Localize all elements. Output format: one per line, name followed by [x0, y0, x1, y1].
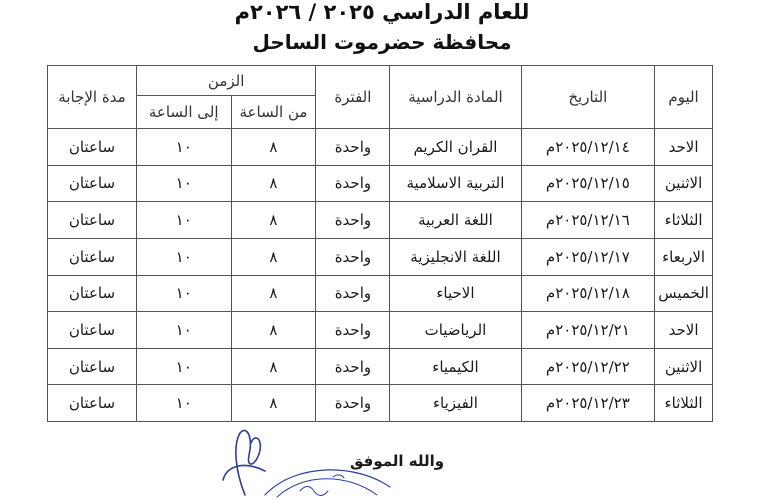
cell-duration: ساعتان: [48, 129, 137, 166]
table-row: [48, 312, 713, 349]
cell-day: الاثنين: [655, 348, 713, 385]
header-to: إلى الساعة: [136, 96, 231, 129]
cell-period: واحدة: [316, 312, 390, 349]
cell-period: واحدة: [316, 385, 390, 422]
table-header: [48, 66, 713, 129]
cell-subject: اللغة الانجليزية: [390, 238, 521, 275]
cell-day: الخميس: [655, 275, 713, 312]
cell-date: ٢٠٢٥/١٢/١٧م: [521, 238, 655, 275]
academic-year-title: للعام الدراسي ٢٠٢٥ / ٢٠٢٦م: [234, 0, 530, 24]
cell-date: ٢٠٢٥/١٢/٢١م: [521, 312, 655, 349]
cell-period: واحدة: [316, 238, 390, 275]
table-row: [48, 238, 713, 275]
cell-duration: ساعتان: [48, 165, 137, 202]
cell-date: ٢٠٢٥/١٢/٢٣م: [521, 385, 655, 422]
cell-date: ٢٠٢٥/١٢/١٤م: [521, 129, 655, 166]
cell-subject: القران الكريم: [390, 129, 521, 166]
cell-duration: ساعتان: [48, 385, 137, 422]
table-row: [48, 129, 713, 166]
header-time: الزمن: [136, 66, 316, 96]
header-duration: مدة الإجابة: [48, 66, 137, 129]
cell-subject: التربية الاسلامية: [390, 165, 521, 202]
cell-from: ٨: [231, 348, 316, 385]
table-row: [48, 275, 713, 312]
cell-to: ١٠: [136, 165, 231, 202]
official-stamp-signature: [205, 425, 395, 500]
cell-duration: ساعتان: [48, 348, 137, 385]
cell-date: ٢٠٢٥/١٢/١٨م: [521, 275, 655, 312]
cell-period: واحدة: [316, 348, 390, 385]
cell-period: واحدة: [316, 165, 390, 202]
cell-from: ٨: [231, 238, 316, 275]
cell-period: واحدة: [316, 202, 390, 239]
exam-schedule-table: [47, 65, 713, 422]
cell-subject: الاحياء: [390, 275, 521, 312]
cell-from: ٨: [231, 129, 316, 166]
closing-text: والله الموفق: [350, 452, 445, 470]
table-body: [48, 129, 713, 422]
cell-period: واحدة: [316, 275, 390, 312]
header-from: من الساعة: [231, 96, 316, 129]
cell-day: الاحد: [655, 312, 713, 349]
cell-from: ٨: [231, 312, 316, 349]
header-subject: المادة الدراسية: [390, 66, 521, 129]
cell-from: ٨: [231, 165, 316, 202]
cell-to: ١٠: [136, 385, 231, 422]
header-date: التاريخ: [521, 66, 655, 129]
cell-day: الاحد: [655, 129, 713, 166]
cell-from: ٨: [231, 385, 316, 422]
cell-date: ٢٠٢٥/١٢/١٥م: [521, 165, 655, 202]
cell-date: ٢٠٢٥/١٢/١٦م: [521, 202, 655, 239]
table-row: [48, 165, 713, 202]
cell-duration: ساعتان: [48, 202, 137, 239]
governorate-title: محافظة حضرموت الساحل: [252, 30, 512, 54]
cell-subject: اللغة العربية: [390, 202, 521, 239]
cell-subject: الفيزياء: [390, 385, 521, 422]
header-period: الفترة: [316, 66, 390, 129]
table-row: [48, 348, 713, 385]
cell-to: ١٠: [136, 348, 231, 385]
header-day: اليوم: [655, 66, 713, 129]
cell-day: الاثنين: [655, 165, 713, 202]
cell-day: الثلاثاء: [655, 385, 713, 422]
cell-to: ١٠: [136, 202, 231, 239]
cell-from: ٨: [231, 275, 316, 312]
table-row: [48, 385, 713, 422]
cell-to: ١٠: [136, 275, 231, 312]
cell-date: ٢٠٢٥/١٢/٢٢م: [521, 348, 655, 385]
cell-duration: ساعتان: [48, 275, 137, 312]
cell-from: ٨: [231, 202, 316, 239]
cell-day: الاربعاء: [655, 238, 713, 275]
cell-period: واحدة: [316, 129, 390, 166]
cell-duration: ساعتان: [48, 312, 137, 349]
cell-to: ١٠: [136, 129, 231, 166]
cell-to: ١٠: [136, 312, 231, 349]
cell-to: ١٠: [136, 238, 231, 275]
cell-subject: الرياضيات: [390, 312, 521, 349]
cell-day: الثلاثاء: [655, 202, 713, 239]
table-row: [48, 202, 713, 239]
cell-duration: ساعتان: [48, 238, 137, 275]
cell-subject: الكيمياء: [390, 348, 521, 385]
